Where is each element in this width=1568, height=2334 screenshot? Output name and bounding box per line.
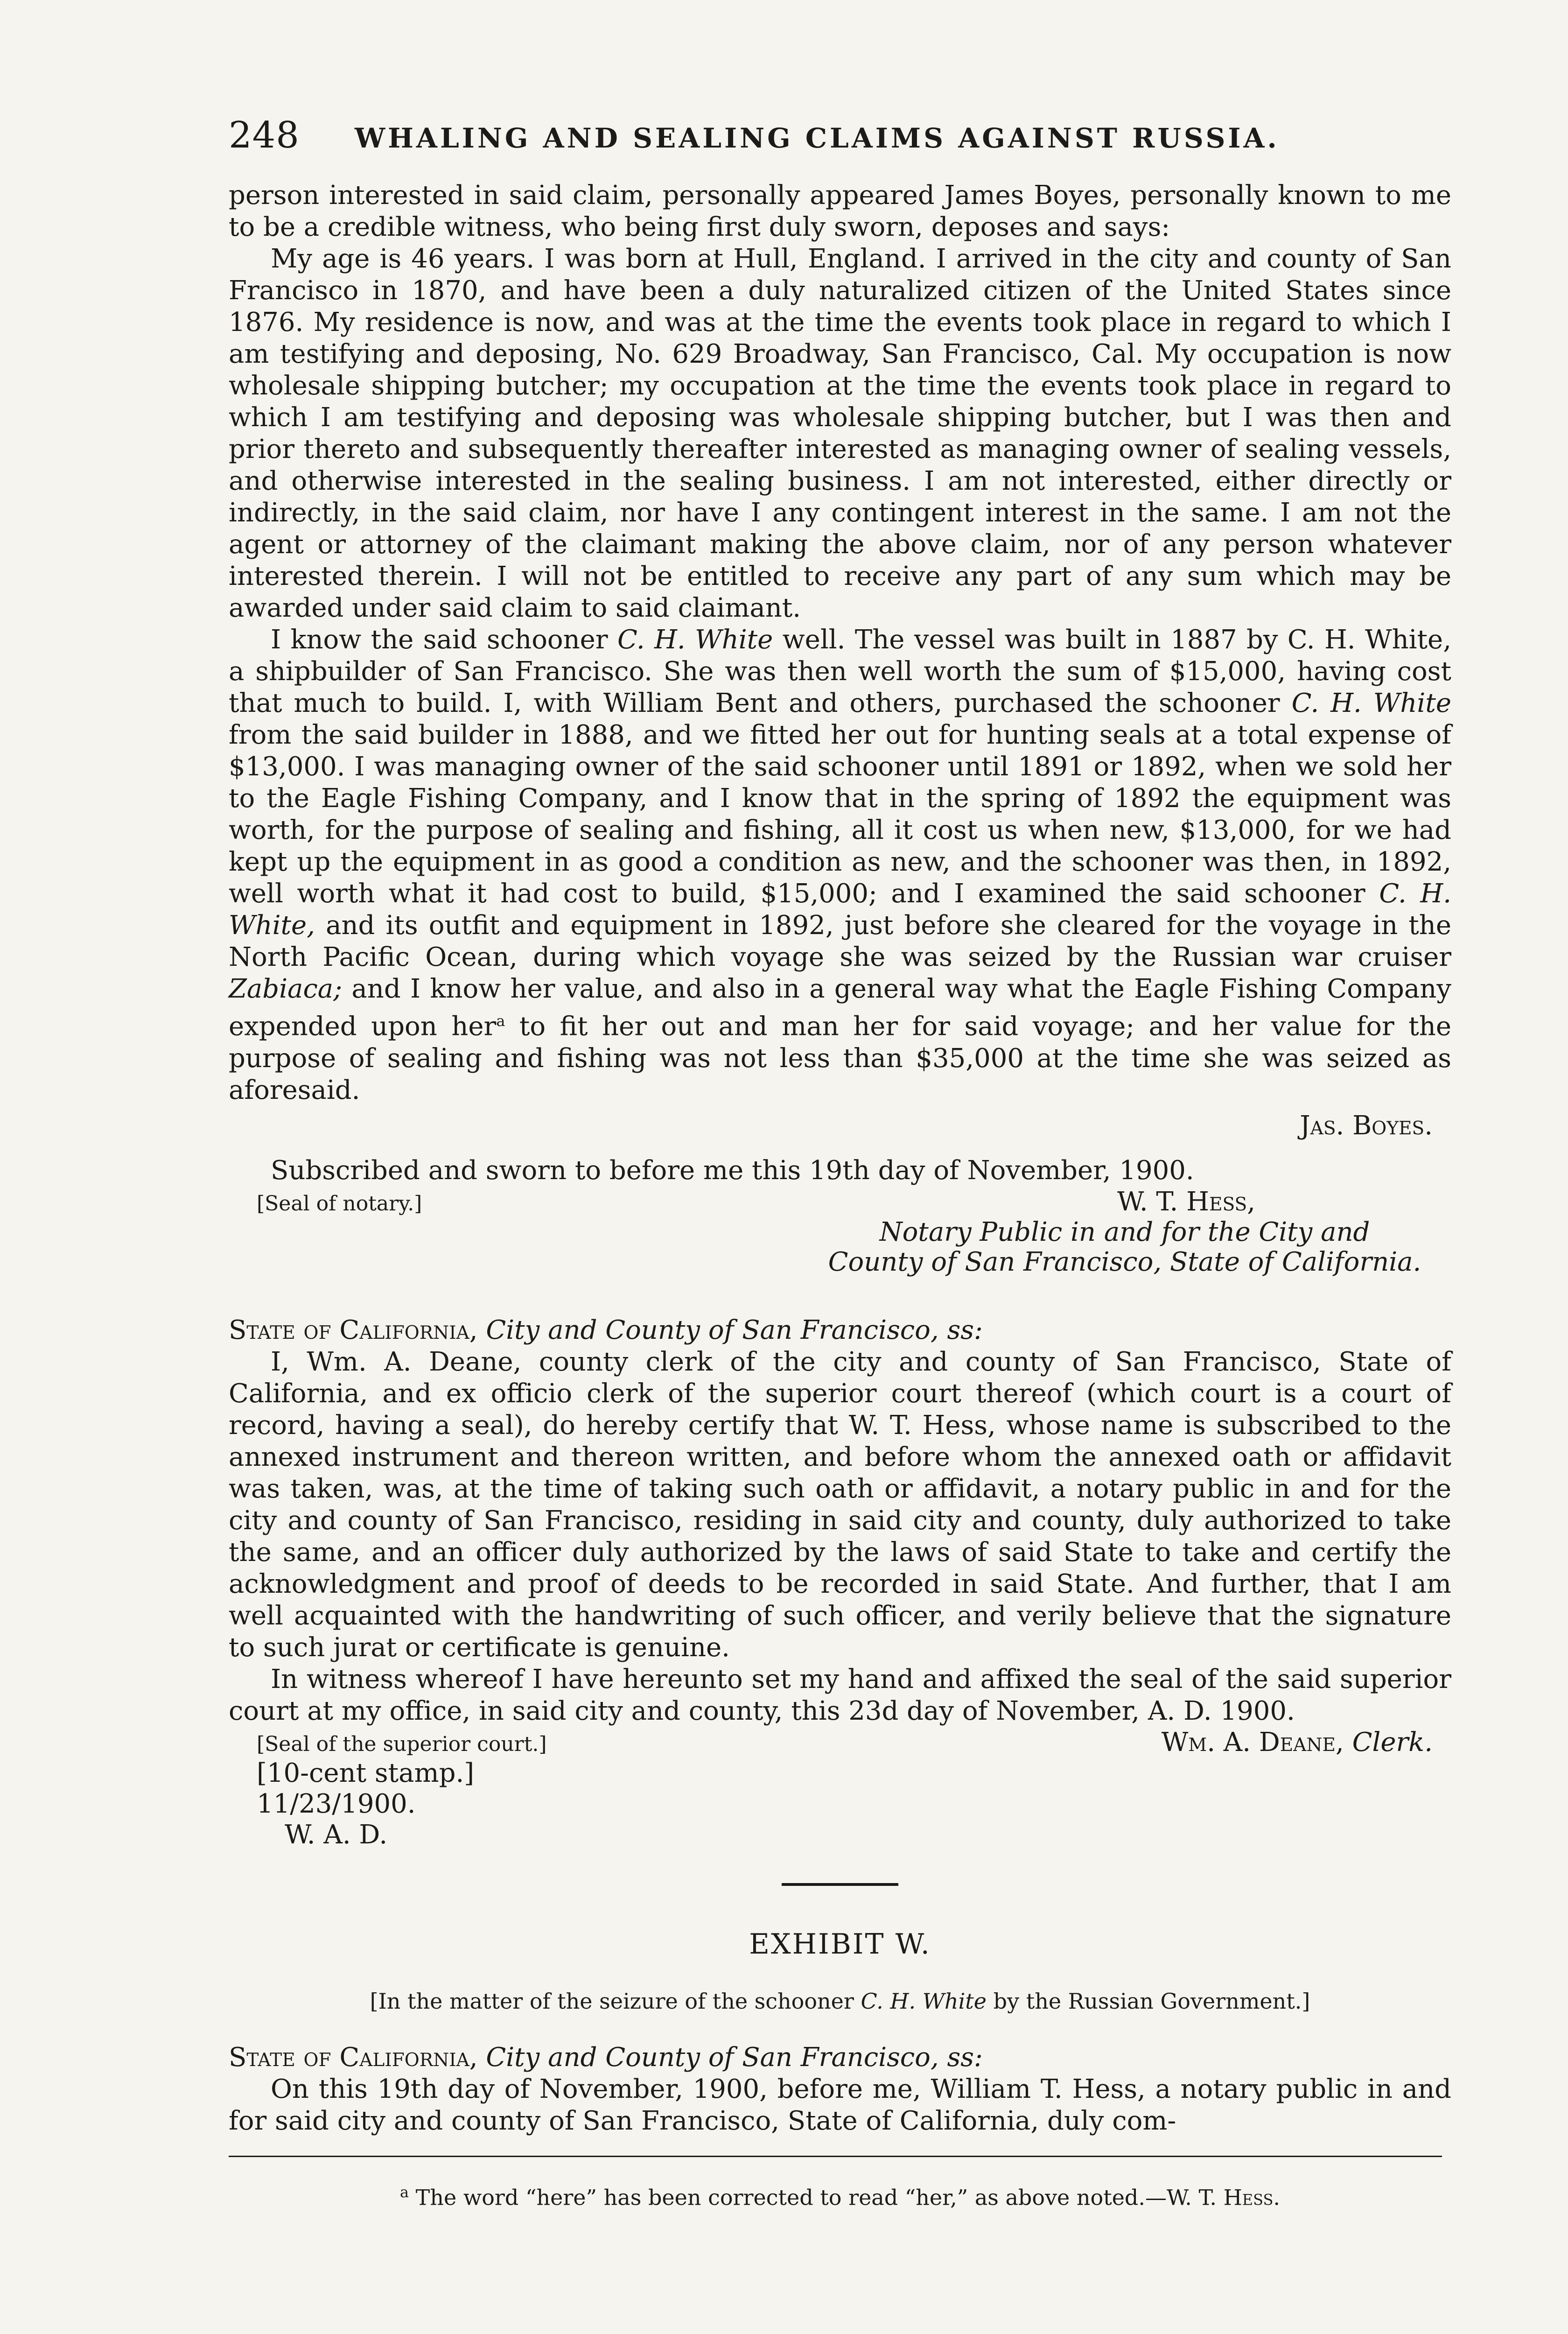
cruiser-name: Zabiaca; — [229, 974, 343, 1004]
footnote: $^a$ The word “here” has been corrected to read “her,” as above noted.—W. T. Hess. — [399, 2183, 1281, 2210]
footnote-marker: a — [496, 1012, 505, 1030]
section-divider — [782, 1883, 898, 1886]
footnote-rule — [229, 2156, 1442, 2157]
ship-name: C. H. White — [617, 625, 773, 655]
exhibit-paragraph: On this 19th day of November, 1900, before me, William T. Hess, a notary public in and for said city and county of San Francisco, State of California, duly com- — [229, 2074, 1451, 2136]
notary-title: Notary Public in and for the City and County of San Francisco, State of California. — [828, 1216, 1421, 1277]
exhibit-caption: [In the matter of the seizure of the schooner C. H. White by the Russian Government.] — [370, 1988, 1310, 2014]
exhibit-venue: State of California, City and County of San Francisco, ss: — [229, 2042, 983, 2073]
court-seal: [Seal of the superior court.] — [257, 1732, 547, 1756]
notary-name: W. T. Hess, — [1117, 1186, 1255, 1217]
affidavit-paragraph-vessel: I know the said schooner C. H. White well. The vessel was built in 1887 by C. H. White, a shipbuilder of San Francisco. She was then well worth the sum of $15,000, having cost that much to build. I, with William Bent and others, purchased the schooner C. H. White from the said builder in 1888, and we fitted her out for hunting seals at a total expense of $13,000. I was managing owner of the said schooner until 1891 or 1892, when we sold her to the Eagle Fishing Company, and I know that in the spring of 1892 the equipment was worth, for the purpose of sealing and fishing, all it cost us when new, $13,000, for we had kept up the equipment in as good a condition as new, and the schooner was then, in 1892, well worth what it had cost to build, $15,000; and I examined the said schooner C. H. White, and its outfit and equipment in 1892, just before she cleared for the voyage in the North Pacific Ocean, during which voyage she was seized by the Russian war cruiser Zabiaca; and I know her value, and also in a general way what the Eagle Fishing Company expended upon her$^a$ to fit her out and man her for said voyage; and her value for the purpose of sealing and fishing was not less than $35,000 at the time she was seized as aforesaid. — [229, 625, 1452, 1105]
certificate-paragraph: I, Wm. A. Deane, county clerk of the city and county of San Francisco, State of California, and ex officio clerk of the superior court thereof (which court is a court of record, having a seal), do hereby certify that W. T. Hess, whose name is subscribed to the annexed instrument and thereon written, and before whom the annexed oath or affidavit was taken, was, at the time of taking such oath or affidavit, a notary public in and for the city and county of San Francisco, residing in said city and county, duly authorized to take the same, and an officer duly authorized by the laws of said State to take and certify the acknowledgment and proof of deeds to be recorded in said State. And further, that I am well acquainted with the handwriting of such officer, and verily believe that the signature to such jurat or certificate is genuine. — [229, 1346, 1451, 1663]
ship-name: C. H. White, — [229, 879, 1451, 941]
affidavit-paragraph-background: My age is 46 years. I was born at Hull, England. I arrived in the city and county of San Francisco in 1870, and have been a duly naturalized citizen of the United States since 1876. My residence is now, and was at the time the events took place in regard to which I am testifying and deposing, No. 629 Broadway, San Francisco, Cal. My occupation is now wholesale shipping butcher; my occupation at the time the events took place in regard to which I am testifying and deposing was wholesale shipping butcher, but I was then and prior thereto and subsequently thereafter interested as managing owner of sealing vessels, and otherwise interested in the sealing business. I am not interested, either directly or indirectly, in the said claim, nor have I any contingent interest in the same. I am not the agent or attorney of the claimant making the above claim, nor of any person whatever interested therein. I will not be entitled to receive any part of any sum which may be awarded under said claim to said claimant. — [229, 244, 1451, 623]
notary-seal: [Seal of notary.] — [257, 1191, 422, 1216]
document-page — [229, 114, 1451, 2334]
page-header — [229, 114, 1451, 156]
ship-name: C. H. White — [1291, 688, 1451, 718]
certificate-venue: State of California, City and County of San Francisco, ss: — [229, 1315, 983, 1345]
revenue-stamp: [10-cent stamp.] 11/23/1900. W. A. D. — [257, 1758, 475, 1850]
jurat-text: Subscribed and sworn to before me this 19th day of November, 1900. — [271, 1155, 1194, 1186]
clerk-signature: Wm. A. Deane, Clerk. — [1161, 1727, 1433, 1758]
signature-boyes: Jas. Boyes. — [1300, 1110, 1433, 1141]
exhibit-title: EXHIBIT W. — [749, 1927, 931, 1961]
notary-row — [229, 1187, 1451, 1217]
affidavit-intro: person interested in said claim, personally appeared James Boyes, personally known to me to be a credible witness, who being first duly sworn, deposes and says: — [229, 180, 1451, 242]
page-number: 248 — [229, 114, 300, 156]
running-head: WHALING AND SEALING CLAIMS AGAINST RUSSIA. — [355, 122, 1280, 154]
clerk-row — [229, 1727, 1451, 1758]
certificate-witness: In witness whereof I have hereunto set my hand and affixed the seal of the said superior court at my office, in said city and county, this 23d day of November, A. D. 1900. — [229, 1664, 1451, 1726]
